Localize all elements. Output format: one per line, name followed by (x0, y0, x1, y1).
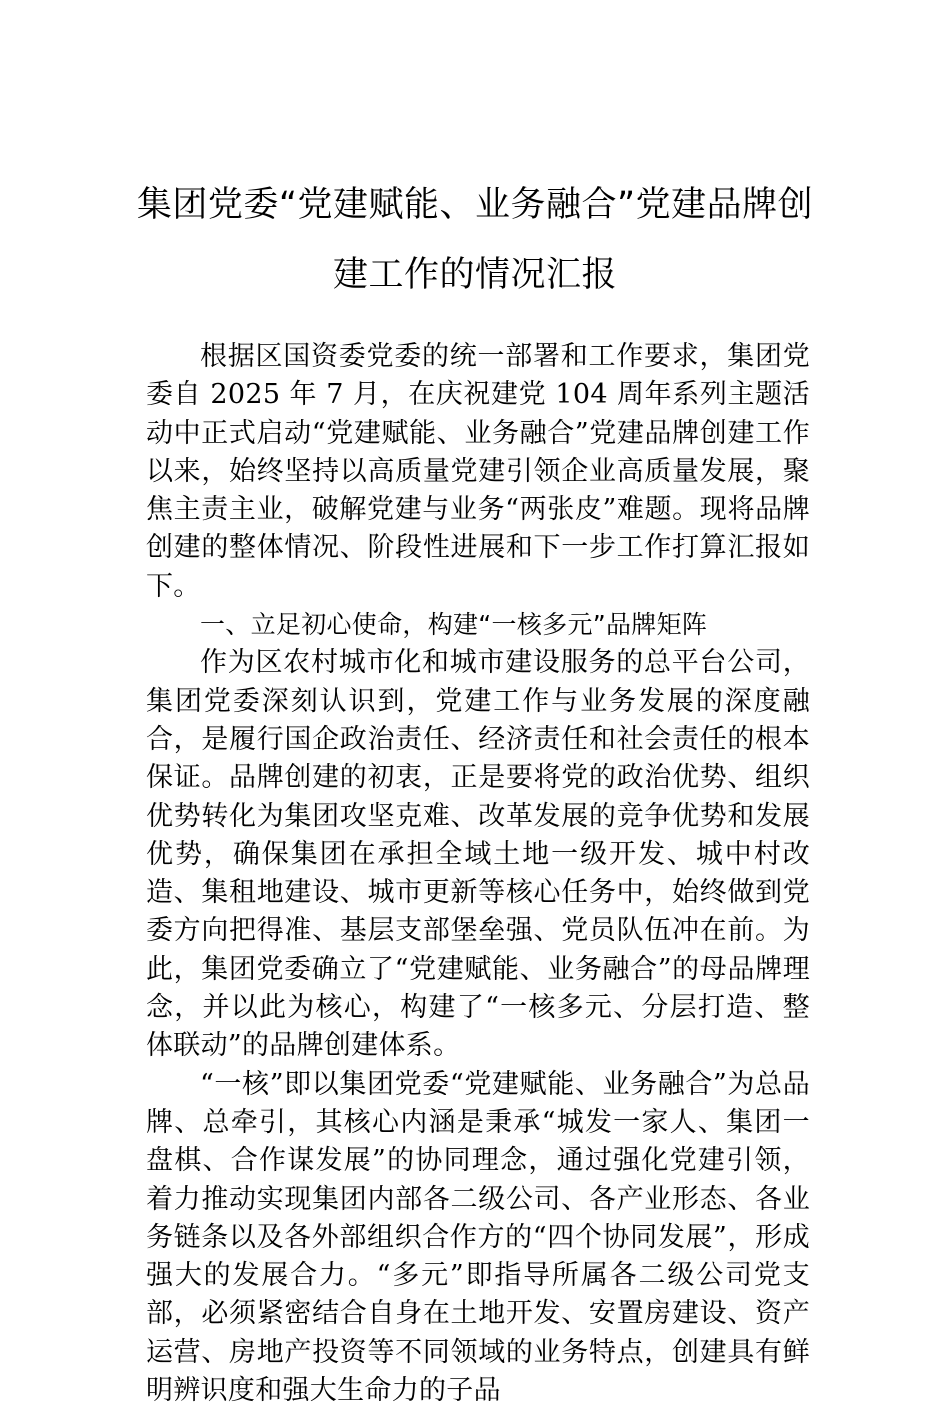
document-body (146, 338, 810, 1410)
intro-paragraph: 根据区国资委党委的统一部署和工作要求，集团党委自 2025 年 7 月，在庆祝建党 104 周年系列主题活动中正式启动“党建赋能、业务融合”党建品牌创建工作以来，始终坚持以高质量党建引领企业高质量发展，聚焦主责主业，破解党建与业务“两张皮”难题。现将品牌创建的整体情况、阶段性进展和下一步工作打算汇报如下。 (146, 341, 810, 602)
section-heading: 一、立足初心使命，构建“一核多元”品牌矩阵 (200, 610, 708, 640)
title-line-2: 建工作的情况汇报 (332, 255, 617, 295)
body-paragraph: 作为区农村城市化和城市建设服务的总平台公司，集团党委深刻认识到，党建工作与业务发展的深度融合，是履行国企政治责任、经济责任和社会责任的根本保证。品牌创建的初衷，正是要将党的政治优势、组织优势转化为集团攻坚克难、改革发展的竞争优势和发展优势，确保集团在承担全域土地一级开发、城中村改造、集租地建设、城市更新等核心任务中，始终做到党委方向把得准、基层支部堡垒强、党员队伍冲在前。为此，集团党委确立了“党建赋能、业务融合”的母品牌理念，并以此为核心，构建了“一核多元、分层打造、整体联动”的品牌创建体系。 (146, 647, 810, 1062)
document-title (120, 170, 830, 310)
title-line-1: 集团党委“党建赋能、业务融合”党建品牌创 (136, 185, 814, 225)
body-paragraph: “一核”即以集团党委“党建赋能、业务融合”为总品牌、总牵引，其核心内涵是秉承“城发一家人、集团一盘棋、合作谋发展”的协同理念，通过强化党建引领，着力推动实现集团内部各二级公司、各产业形态、各业务链条以及各外部组织合作方的“四个协同发展”，形成强大的发展合力。“多元”即指导所属各二级公司党支部，必须紧密结合自身在土地开发、安置房建设、资产运营、房地产投资等不同领域的业务特点，创建具有鲜明辨识度和强大生命力的子品 (146, 1068, 810, 1407)
